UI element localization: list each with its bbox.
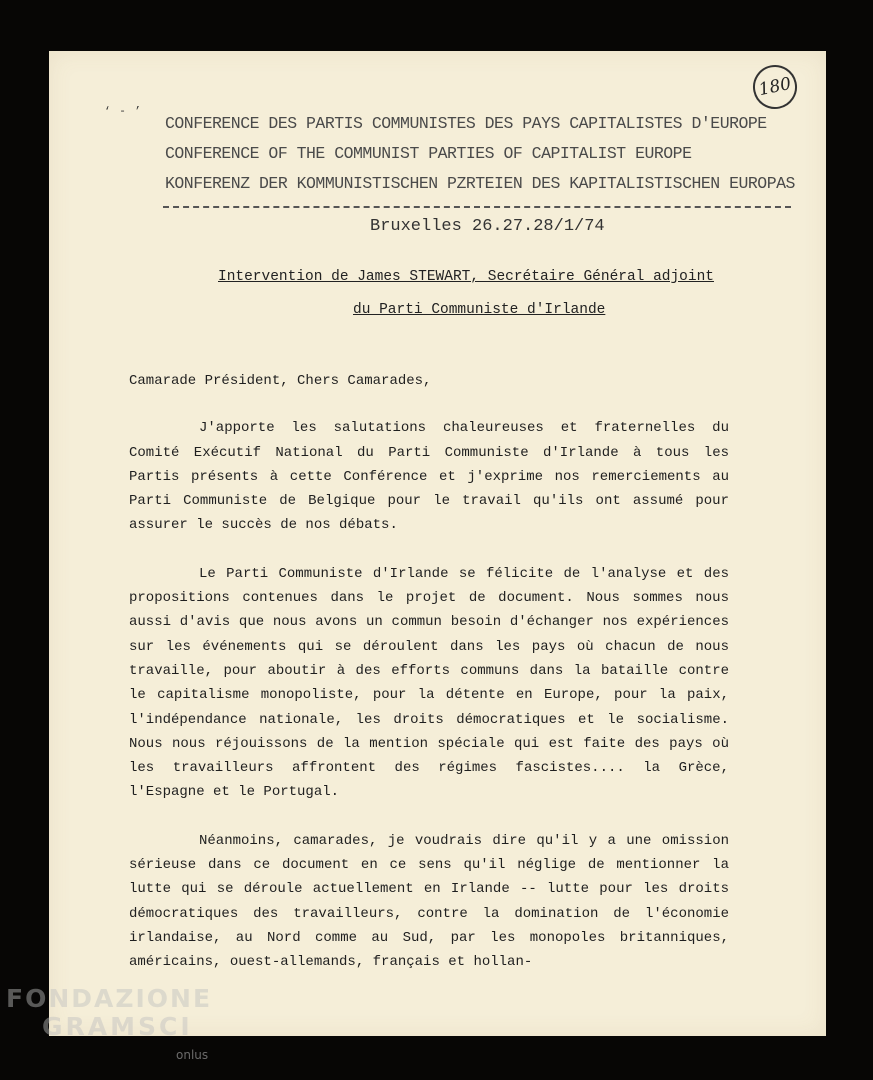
- watermark-line2: GRAMSCI: [42, 1012, 193, 1041]
- typed-mark: ‘ - ’: [104, 106, 143, 118]
- paragraph: Le Parti Communiste d'Irlande se félicite de l'analyse et des propositions contenues dans le projet de document. Nous sommes nous aussi d'avis que nous avons un commun besoin d'échanger nos expériences sur les événements qui se déroulent dans les pays où chacun de nous travaille, pour aboutir à des efforts communs dans la bataille contre le capitalisme monopoliste, pour la détente en Europe, pour la paix, l'indépendance nationale, les droits démocratiques et le socialisme. Nous nous réjouissons de la mention spéciale qui est faite des pays où les travailleurs affrontent des régimes fascistes.... la Grèce, l'Espagne et le Portugal.: [129, 565, 729, 801]
- conference-header: [165, 109, 815, 199]
- document-page: [49, 51, 826, 1036]
- watermark-line3: onlus: [176, 1048, 209, 1062]
- header-line-en: CONFERENCE OF THE COMMUNIST PARTIES OF CAPITALIST EUROPE: [165, 144, 692, 163]
- watermark-line1: FONDAZIONE: [6, 984, 213, 1013]
- header-line-de: KONFERENZ DER KOMMUNISTISCHEN PZRTEIEN DES KAPITALISTISCHEN EUROPAS: [165, 174, 795, 193]
- salutation: Camarade Président, Chers Camarades,: [129, 373, 432, 389]
- paragraph: Néanmoins, camarades, je voudrais dire qu'il y a une omission sérieuse dans ce document en ce sens qu'il néglige de mentionner la lutte qui se déroule actuellement en Irlande -- lutte pour les droits démocratiques des travailleurs, contre la domination de l'économie irlandaise, au Nord comme au Sud, par les monopoles britanniques, américains, ouest-allemands, français et hollan-: [129, 832, 729, 971]
- paragraph: J'apporte les salutations chaleureuses et fraternelles du Comité Exécutif National du Parti Communiste d'Irlande à tous les Partis présents à cette Conférence et j'exprime nos remerciements au Parti Communiste de Belgique pour le travail qu'ils ont assumé pour assurer le succès de nos débats.: [129, 420, 729, 534]
- fondazione-gramsci-watermark: [6, 984, 213, 1062]
- header-line-fr: CONFERENCE DES PARTIS COMMUNISTES DES PAYS CAPITALISTES D'EUROPE: [165, 114, 767, 133]
- page-number-stamp: 180: [749, 61, 801, 113]
- place-date: Bruxelles 26.27.28/1/74: [370, 217, 605, 236]
- document-title: Intervention de James STEWART, Secrétaire Général adjoint: [218, 269, 714, 285]
- body-text: [129, 369, 729, 999]
- document-subtitle: du Parti Communiste d'Irlande: [353, 302, 606, 318]
- header-divider: [163, 206, 791, 208]
